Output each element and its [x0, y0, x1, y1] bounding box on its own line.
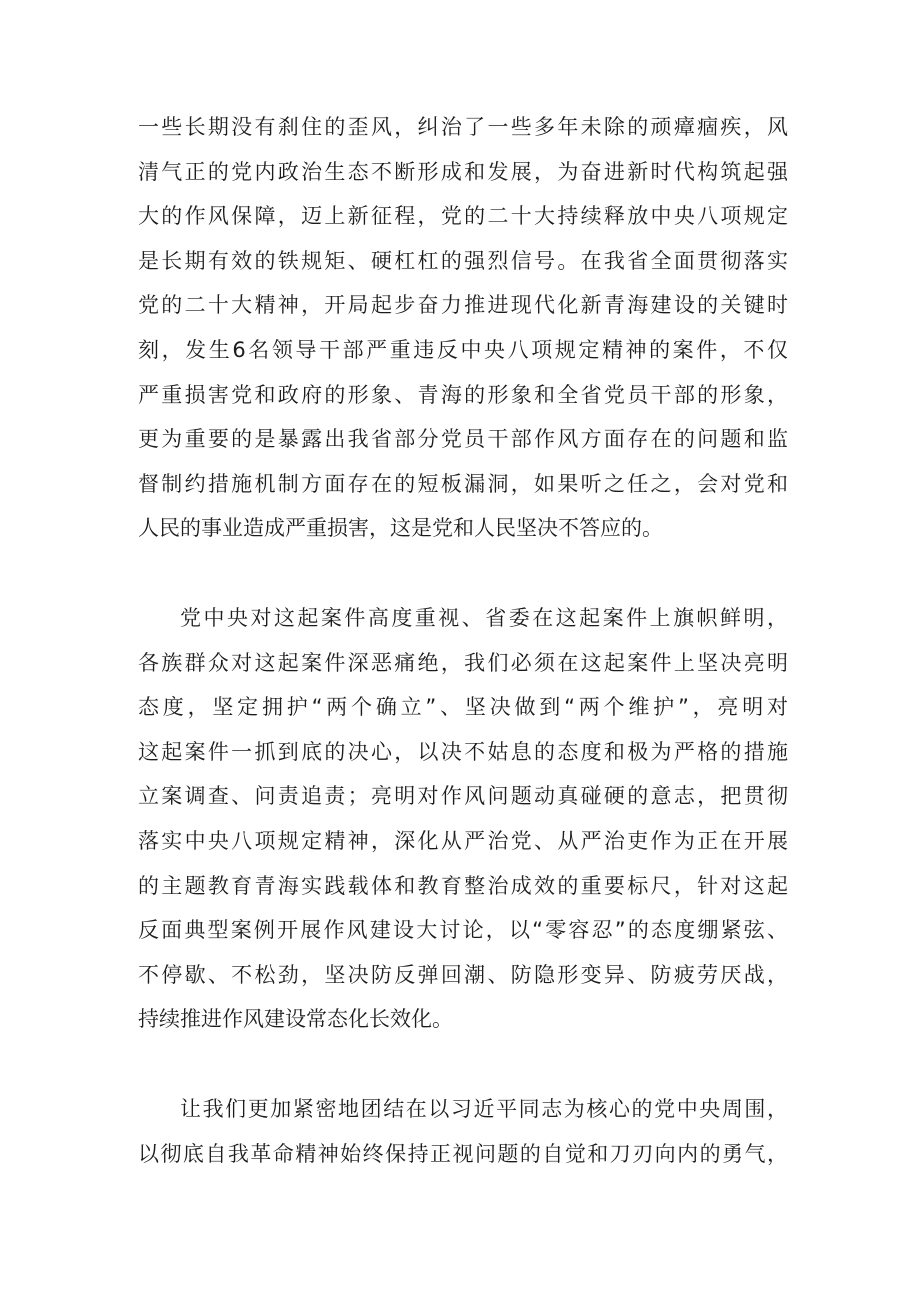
paragraph-line: 刻，发生6名领导干部严重违反中央八项规定精神的案件，不仅: [138, 337, 788, 362]
paragraph-line: 落实中央八项规定精神，深化从严治党、从严治吏作为正在开展: [138, 828, 788, 853]
paragraph-line: 大的作风保障，迈上新征程，党的二十大持续释放中央八项规定: [138, 204, 788, 229]
paragraph-line: 人民的事业造成严重损害，这是党和人民坚决不答应的。: [138, 516, 663, 541]
paragraph-line: 不停歇、不松劲，坚决防反弹回潮、防隐形变异、防疲劳厌战，: [138, 962, 788, 987]
paragraph-line: 以彻底自我革命精神始终保持正视问题的自觉和刀刃向内的勇气，: [138, 1141, 788, 1166]
paragraph-line: 这起案件一抓到底的决心，以决不姑息的态度和极为严格的措施: [138, 739, 788, 764]
paragraph-line: 更为重要的是暴露出我省部分党员干部作风方面存在的问题和监: [138, 427, 788, 452]
paragraph-line: 党中央对这起案件高度重视、省委在这起案件上旗帜鲜明，: [180, 606, 788, 630]
paragraph-line: 党的二十大精神，开局起步奋力推进现代化新青海建设的关键时: [138, 293, 788, 318]
paragraph-line: 持续推进作风建设常态化长效化。: [138, 1007, 453, 1032]
paragraph-line: 一些长期没有刹住的歪风，纠治了一些多年未除的顽瘴痼疾，风: [138, 115, 788, 139]
paragraph-line: 让我们更加紧密地团结在以习近平同志为核心的党中央周围，: [180, 1097, 788, 1121]
paragraph-line: 督制约措施机制方面存在的短板漏洞，如果听之任之，会对党和: [138, 471, 788, 496]
paragraph-line: 的主题教育青海实践载体和教育整治成效的重要标尺，针对这起: [138, 873, 788, 898]
paragraph-line: 各族群众对这起案件深恶痛绝，我们必须在这起案件上坚决亮明: [138, 650, 788, 675]
paragraph-1: [138, 105, 788, 551]
paragraph-line: 反面典型案例开展作风建设大讨论，以“零容忍”的态度绷紧弦、: [138, 918, 788, 943]
paragraph-line: 是长期有效的铁规矩、硬杠杠的强烈信号。在我省全面贯彻落实: [138, 248, 788, 273]
paragraph-line: 立案调查、问责追责；亮明对作风问题动真碰硬的意志，把贯彻: [138, 784, 788, 809]
paragraph-3: [138, 1087, 788, 1176]
paragraph-2: [138, 596, 788, 1042]
paragraph-line: 严重损害党和政府的形象、青海的形象和全省党员干部的形象，: [138, 382, 788, 407]
paragraph-line: 清气正的党内政治生态不断形成和发展，为奋进新时代构筑起强: [138, 159, 788, 184]
paragraph-line: 态度，坚定拥护“两个确立”、坚决做到“两个维护”，亮明对: [138, 695, 788, 720]
